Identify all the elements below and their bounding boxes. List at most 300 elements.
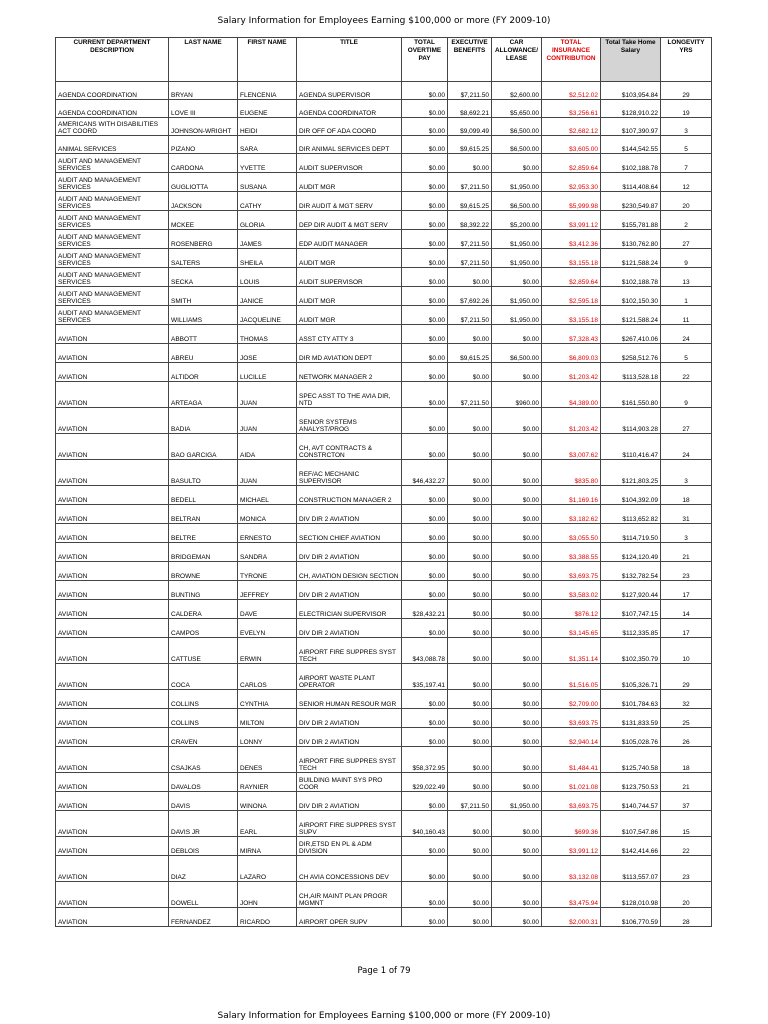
cell-first-name: JACQUELINE (238, 306, 297, 325)
cell-longevity: 23 (661, 856, 712, 882)
cell-overtime: $46,432.27 (402, 460, 448, 486)
cell-title: DIV DIR 2 AVIATION (297, 581, 402, 600)
cell-dept: AVIATION (56, 325, 169, 344)
cell-title: AUDIT MGR (297, 249, 402, 268)
cell-title: CH, AVT CONTRACTS & CONSTRCTON (297, 434, 402, 460)
cell-dept: AVIATION (56, 619, 169, 638)
cell-take-home: $110,416.47 (601, 434, 661, 460)
cell-title: AUDIT MGR (297, 173, 402, 192)
cell-longevity: 23 (661, 562, 712, 581)
table-row (56, 728, 712, 747)
cell-car-allowance: $0.00 (492, 268, 542, 287)
cell-last-name: CARDONA (169, 154, 238, 173)
header-dept: CURRENT DEPARTMENT DESCRIPTION (56, 38, 169, 82)
cell-take-home: $114,903.28 (601, 408, 661, 434)
cell-first-name: DENES (238, 747, 297, 773)
cell-exec-benefits: $7,211.50 (448, 249, 492, 268)
cell-dept: AVIATION (56, 344, 169, 363)
cell-car-allowance: $0.00 (492, 408, 542, 434)
cell-last-name: PIZANO (169, 136, 238, 154)
cell-longevity: 1 (661, 287, 712, 306)
table-row (56, 792, 712, 811)
cell-overtime: $0.00 (402, 856, 448, 882)
cell-car-allowance: $0.00 (492, 325, 542, 344)
cell-exec-benefits: $8,692.21 (448, 100, 492, 118)
cell-first-name: JANICE (238, 287, 297, 306)
cell-last-name: JACKSON (169, 192, 238, 211)
cell-take-home: $258,512.76 (601, 344, 661, 363)
cell-last-name: COLLINS (169, 709, 238, 728)
cell-dept: AVIATION (56, 638, 169, 664)
cell-exec-benefits: $0.00 (448, 486, 492, 505)
cell-exec-benefits: $0.00 (448, 460, 492, 486)
cell-title: DIV DIR 2 AVIATION (297, 709, 402, 728)
page-number: Page 1 of 79 (357, 966, 411, 976)
cell-insurance: $4,389.00 (542, 382, 601, 408)
cell-last-name: BRIDGEMAN (169, 543, 238, 562)
cell-take-home: $124,120.49 (601, 543, 661, 562)
cell-exec-benefits: $7,692.26 (448, 287, 492, 306)
cell-first-name: JOSE (238, 344, 297, 363)
cell-overtime: $0.00 (402, 619, 448, 638)
cell-dept: AUDIT AND MANAGEMENT SERVICES (56, 249, 169, 268)
table-row (56, 747, 712, 773)
cell-last-name: GUGLIOTTA (169, 173, 238, 192)
cell-last-name: MCKEE (169, 211, 238, 230)
cell-exec-benefits: $7,211.50 (448, 173, 492, 192)
cell-car-allowance: $0.00 (492, 856, 542, 882)
header-insurance: TOTAL INSURANCE CONTRIBUTION (542, 38, 601, 82)
cell-title: ASST CTY ATTY 3 (297, 325, 402, 344)
cell-title: DIV DIR 2 AVIATION (297, 505, 402, 524)
cell-overtime: $0.00 (402, 837, 448, 856)
cell-dept: AVIATION (56, 811, 169, 837)
cell-last-name: ABBOTT (169, 325, 238, 344)
cell-overtime: $0.00 (402, 268, 448, 287)
cell-title: AUDIT MGR (297, 306, 402, 325)
table-row (56, 773, 712, 792)
cell-insurance: $3,145.65 (542, 619, 601, 638)
table-row (56, 268, 712, 287)
cell-dept: AUDIT AND MANAGEMENT SERVICES (56, 192, 169, 211)
cell-longevity: 24 (661, 325, 712, 344)
cell-overtime: $0.00 (402, 728, 448, 747)
table-row (56, 543, 712, 562)
cell-exec-benefits: $7,211.50 (448, 792, 492, 811)
cell-car-allowance: $0.00 (492, 811, 542, 837)
cell-car-allowance: $0.00 (492, 908, 542, 927)
cell-longevity: 22 (661, 363, 712, 382)
cell-title: SENIOR SYSTEMS ANALYST/PROG (297, 408, 402, 434)
cell-overtime: $0.00 (402, 581, 448, 600)
cell-longevity: 37 (661, 792, 712, 811)
cell-dept: AVIATION (56, 728, 169, 747)
cell-dept: AGENDA COORDINATION (56, 82, 169, 100)
cell-car-allowance: $2,600.00 (492, 82, 542, 100)
cell-last-name: LOVE III (169, 100, 238, 118)
cell-insurance: $1,203.42 (542, 363, 601, 382)
cell-longevity: 12 (661, 173, 712, 192)
cell-take-home: $107,390.97 (601, 118, 661, 136)
cell-dept: AVIATION (56, 747, 169, 773)
cell-insurance: $2,682.12 (542, 118, 601, 136)
cell-overtime: $0.00 (402, 173, 448, 192)
cell-last-name: DAVIS (169, 792, 238, 811)
cell-exec-benefits: $0.00 (448, 856, 492, 882)
cell-last-name: ROSENBERG (169, 230, 238, 249)
cell-dept: AVIATION (56, 600, 169, 619)
cell-exec-benefits: $7,211.50 (448, 82, 492, 100)
cell-take-home: $121,803.25 (601, 460, 661, 486)
cell-exec-benefits: $0.00 (448, 664, 492, 690)
cell-last-name: BRYAN (169, 82, 238, 100)
cell-overtime: $0.00 (402, 287, 448, 306)
cell-car-allowance: $0.00 (492, 543, 542, 562)
header-first-name: FIRST NAME (238, 38, 297, 82)
cell-overtime: $58,372.95 (402, 747, 448, 773)
cell-take-home: $107,747.15 (601, 600, 661, 619)
cell-title: SENIOR HUMAN RESOUR MGR (297, 690, 402, 709)
cell-overtime: $0.00 (402, 100, 448, 118)
cell-exec-benefits: $8,392.22 (448, 211, 492, 230)
cell-car-allowance: $1,950.00 (492, 230, 542, 249)
cell-insurance: $3,991.12 (542, 837, 601, 856)
cell-title: AGENDA SUPERVISOR (297, 82, 402, 100)
table-row (56, 908, 712, 927)
cell-dept: AVIATION (56, 486, 169, 505)
table-row (56, 562, 712, 581)
cell-first-name: JAMES (238, 230, 297, 249)
table-row (56, 154, 712, 173)
cell-exec-benefits: $0.00 (448, 543, 492, 562)
cell-exec-benefits: $0.00 (448, 690, 492, 709)
cell-insurance: $3,256.61 (542, 100, 601, 118)
cell-insurance: $3,412.36 (542, 230, 601, 249)
cell-insurance: $3,605.00 (542, 136, 601, 154)
table-row (56, 211, 712, 230)
cell-exec-benefits: $0.00 (448, 434, 492, 460)
cell-title: DIR ANIMAL SERVICES DEPT (297, 136, 402, 154)
cell-take-home: $155,781.88 (601, 211, 661, 230)
cell-longevity: 29 (661, 664, 712, 690)
cell-insurance: $3,132.08 (542, 856, 601, 882)
header-exec-benefits: EXECUTIVE BENEFITS (448, 38, 492, 82)
cell-car-allowance: $960.00 (492, 382, 542, 408)
table-row (56, 600, 712, 619)
cell-insurance: $3,693.75 (542, 562, 601, 581)
cell-insurance: $3,475.94 (542, 882, 601, 908)
cell-longevity: 18 (661, 747, 712, 773)
cell-car-allowance: $0.00 (492, 747, 542, 773)
cell-dept: AVIATION (56, 882, 169, 908)
cell-overtime: $0.00 (402, 690, 448, 709)
cell-longevity: 26 (661, 728, 712, 747)
table-row (56, 638, 712, 664)
cell-overtime: $40,160.43 (402, 811, 448, 837)
table-row (56, 344, 712, 363)
cell-longevity: 3 (661, 524, 712, 543)
cell-car-allowance: $5,650.00 (492, 100, 542, 118)
cell-title: DIV DIR 2 AVIATION (297, 619, 402, 638)
cell-title: DEP DIR AUDIT & MGT SERV (297, 211, 402, 230)
cell-take-home: $140,744.57 (601, 792, 661, 811)
cell-title: AUDIT MGR (297, 287, 402, 306)
cell-first-name: SUSANA (238, 173, 297, 192)
cell-overtime: $0.00 (402, 382, 448, 408)
cell-insurance: $3,388.55 (542, 543, 601, 562)
cell-first-name: CARLOS (238, 664, 297, 690)
cell-title: SPEC ASST TO THE AVIA DIR, NTD (297, 382, 402, 408)
cell-longevity: 27 (661, 230, 712, 249)
cell-title: ELECTRICIAN SUPERVISOR (297, 600, 402, 619)
cell-car-allowance: $0.00 (492, 486, 542, 505)
cell-dept: AVIATION (56, 792, 169, 811)
cell-insurance: $699.36 (542, 811, 601, 837)
cell-exec-benefits: $7,211.50 (448, 306, 492, 325)
cell-exec-benefits: $0.00 (448, 505, 492, 524)
cell-insurance: $1,203.42 (542, 408, 601, 434)
cell-exec-benefits: $0.00 (448, 747, 492, 773)
cell-title: DIR MD AVIATION DEPT (297, 344, 402, 363)
cell-exec-benefits: $0.00 (448, 581, 492, 600)
cell-title: AUDIT SUPERVISOR (297, 268, 402, 287)
cell-title: AIRPORT FIRE SUPPRES SYST TECH (297, 638, 402, 664)
cell-car-allowance: $6,500.00 (492, 118, 542, 136)
cell-exec-benefits: $0.00 (448, 882, 492, 908)
header-title: TITLE (297, 38, 402, 82)
cell-dept: AVIATION (56, 908, 169, 927)
cell-last-name: COCA (169, 664, 238, 690)
cell-take-home: $121,588.24 (601, 249, 661, 268)
cell-exec-benefits: $0.00 (448, 268, 492, 287)
cell-take-home: $267,410.06 (601, 325, 661, 344)
cell-longevity: 14 (661, 600, 712, 619)
cell-car-allowance: $0.00 (492, 638, 542, 664)
cell-insurance: $2,953.30 (542, 173, 601, 192)
cell-dept: AVIATION (56, 543, 169, 562)
cell-last-name: BEDELL (169, 486, 238, 505)
cell-car-allowance: $0.00 (492, 505, 542, 524)
cell-last-name: BAO GARCIGA (169, 434, 238, 460)
cell-first-name: EARL (238, 811, 297, 837)
cell-title: AIRPORT FIRE SUPPRES SYST TECH (297, 747, 402, 773)
cell-longevity: 2 (661, 211, 712, 230)
cell-overtime: $29,022.49 (402, 773, 448, 792)
cell-dept: AVIATION (56, 524, 169, 543)
cell-dept: AVIATION (56, 581, 169, 600)
cell-exec-benefits: $0.00 (448, 619, 492, 638)
cell-insurance: $3,693.75 (542, 709, 601, 728)
table-row (56, 837, 712, 856)
table-row (56, 192, 712, 211)
cell-longevity: 9 (661, 249, 712, 268)
cell-take-home: $144,542.55 (601, 136, 661, 154)
header-longevity: LONGEVITY YRS (661, 38, 712, 82)
cell-car-allowance: $6,500.00 (492, 136, 542, 154)
cell-car-allowance: $0.00 (492, 690, 542, 709)
cell-first-name: MICHAEL (238, 486, 297, 505)
cell-dept: AGENDA COORDINATION (56, 100, 169, 118)
cell-exec-benefits: $7,211.50 (448, 382, 492, 408)
cell-insurance: $2,859.64 (542, 154, 601, 173)
cell-dept: AUDIT AND MANAGEMENT SERVICES (56, 306, 169, 325)
cell-first-name: ERWIN (238, 638, 297, 664)
cell-dept: AVIATION (56, 690, 169, 709)
cell-longevity: 25 (661, 709, 712, 728)
cell-exec-benefits: $9,099.49 (448, 118, 492, 136)
cell-take-home: $127,920.44 (601, 581, 661, 600)
cell-first-name: THOMAS (238, 325, 297, 344)
cell-exec-benefits: $0.00 (448, 811, 492, 837)
table-row (56, 856, 712, 882)
table-row (56, 486, 712, 505)
cell-last-name: ALTIDOR (169, 363, 238, 382)
cell-last-name: BUNTING (169, 581, 238, 600)
cell-longevity: 21 (661, 773, 712, 792)
cell-first-name: JUAN (238, 382, 297, 408)
cell-dept: AUDIT AND MANAGEMENT SERVICES (56, 287, 169, 306)
table-row (56, 118, 712, 136)
cell-car-allowance: $0.00 (492, 837, 542, 856)
cell-overtime: $28,432.21 (402, 600, 448, 619)
cell-car-allowance: $1,950.00 (492, 173, 542, 192)
cell-last-name: SMITH (169, 287, 238, 306)
cell-car-allowance: $1,950.00 (492, 287, 542, 306)
cell-overtime: $0.00 (402, 908, 448, 927)
cell-take-home: $114,719.50 (601, 524, 661, 543)
cell-first-name: DAVE (238, 600, 297, 619)
cell-insurance: $2,709.00 (542, 690, 601, 709)
cell-title: AIRPORT FIRE SUPPRES SYST SUPV (297, 811, 402, 837)
cell-car-allowance: $0.00 (492, 728, 542, 747)
table-row (56, 882, 712, 908)
cell-car-allowance: $0.00 (492, 664, 542, 690)
cell-longevity: 17 (661, 619, 712, 638)
cell-insurance: $1,169.16 (542, 486, 601, 505)
cell-dept: AVIATION (56, 382, 169, 408)
cell-car-allowance: $0.00 (492, 619, 542, 638)
cell-overtime: $0.00 (402, 792, 448, 811)
cell-title: CH AVIA CONCESSIONS DEV (297, 856, 402, 882)
cell-take-home: $103,954.84 (601, 82, 661, 100)
cell-last-name: BELTRAN (169, 505, 238, 524)
cell-car-allowance: $0.00 (492, 460, 542, 486)
cell-car-allowance: $0.00 (492, 882, 542, 908)
cell-title: SECTION CHIEF AVIATION (297, 524, 402, 543)
cell-exec-benefits: $0.00 (448, 908, 492, 927)
cell-car-allowance: $6,500.00 (492, 344, 542, 363)
cell-take-home: $112,335.85 (601, 619, 661, 638)
cell-insurance: $2,512.02 (542, 82, 601, 100)
cell-title: DIR AUDIT & MGT SERV (297, 192, 402, 211)
cell-first-name: LUCILLE (238, 363, 297, 382)
cell-overtime: $0.00 (402, 434, 448, 460)
cell-exec-benefits: $0.00 (448, 524, 492, 543)
cell-take-home: $105,326.71 (601, 664, 661, 690)
cell-insurance: $3,693.75 (542, 792, 601, 811)
cell-longevity: 15 (661, 811, 712, 837)
footer-title: Salary Information for Employees Earning $100,000 or more (FY 2009-10) (217, 1011, 551, 1021)
cell-insurance: $3,583.02 (542, 581, 601, 600)
cell-last-name: ARTEAGA (169, 382, 238, 408)
cell-dept: AVIATION (56, 709, 169, 728)
cell-insurance: $835.80 (542, 460, 601, 486)
cell-insurance: $3,991.12 (542, 211, 601, 230)
cell-overtime: $0.00 (402, 118, 448, 136)
cell-longevity: 11 (661, 306, 712, 325)
cell-longevity: 20 (661, 192, 712, 211)
cell-overtime: $0.00 (402, 562, 448, 581)
cell-dept: AUDIT AND MANAGEMENT SERVICES (56, 230, 169, 249)
cell-title: DIR OFF OF ADA COORD (297, 118, 402, 136)
cell-first-name: RICARDO (238, 908, 297, 927)
cell-last-name: JOHNSON-WRIGHT (169, 118, 238, 136)
cell-insurance: $1,021.08 (542, 773, 601, 792)
cell-dept: AVIATION (56, 856, 169, 882)
cell-dept: AVIATION (56, 562, 169, 581)
cell-overtime: $0.00 (402, 363, 448, 382)
cell-title: EDP AUDIT MANAGER (297, 230, 402, 249)
cell-dept: AVIATION (56, 460, 169, 486)
header-overtime: TOTAL OVERTIME PAY (402, 38, 448, 82)
header-car-allowance: CAR ALLOWANCE/ LEASE (492, 38, 542, 82)
cell-last-name: CSAJKAS (169, 747, 238, 773)
cell-longevity: 21 (661, 543, 712, 562)
table-row (56, 382, 712, 408)
cell-title: DIV DIR 2 AVIATION (297, 728, 402, 747)
cell-last-name: COLLINS (169, 690, 238, 709)
cell-dept: AVIATION (56, 664, 169, 690)
cell-longevity: 31 (661, 505, 712, 524)
cell-take-home: $105,028.76 (601, 728, 661, 747)
cell-insurance: $3,155.18 (542, 306, 601, 325)
cell-insurance: $2,595.18 (542, 287, 601, 306)
cell-exec-benefits: $0.00 (448, 728, 492, 747)
cell-first-name: SANDRA (238, 543, 297, 562)
cell-exec-benefits: $0.00 (448, 562, 492, 581)
table-row (56, 408, 712, 434)
cell-last-name: BROWNE (169, 562, 238, 581)
cell-car-allowance: $0.00 (492, 524, 542, 543)
cell-last-name: FERNANDEZ (169, 908, 238, 927)
table-row (56, 249, 712, 268)
cell-first-name: JUAN (238, 408, 297, 434)
cell-dept: ANIMAL SERVICES (56, 136, 169, 154)
cell-overtime: $0.00 (402, 344, 448, 363)
cell-insurance: $6,809.03 (542, 344, 601, 363)
salary-table (55, 37, 712, 927)
table-row (56, 325, 712, 344)
cell-longevity: 5 (661, 344, 712, 363)
cell-longevity: 3 (661, 460, 712, 486)
cell-last-name: DAVIS JR (169, 811, 238, 837)
cell-insurance: $876.12 (542, 600, 601, 619)
cell-overtime: $0.00 (402, 249, 448, 268)
cell-exec-benefits: $9,615.25 (448, 192, 492, 211)
cell-take-home: $128,010.98 (601, 882, 661, 908)
cell-take-home: $107,547.86 (601, 811, 661, 837)
cell-overtime: $35,197.41 (402, 664, 448, 690)
cell-insurance: $1,484.41 (542, 747, 601, 773)
cell-title: DIV DIR 2 AVIATION (297, 543, 402, 562)
cell-take-home: $123,750.53 (601, 773, 661, 792)
cell-dept: AMERICANS WITH DISABILITIES ACT COORD (56, 118, 169, 136)
table-row (56, 136, 712, 154)
cell-insurance: $5,999.98 (542, 192, 601, 211)
cell-first-name: JOHN (238, 882, 297, 908)
cell-last-name: BASULTO (169, 460, 238, 486)
cell-last-name: WILLIAMS (169, 306, 238, 325)
